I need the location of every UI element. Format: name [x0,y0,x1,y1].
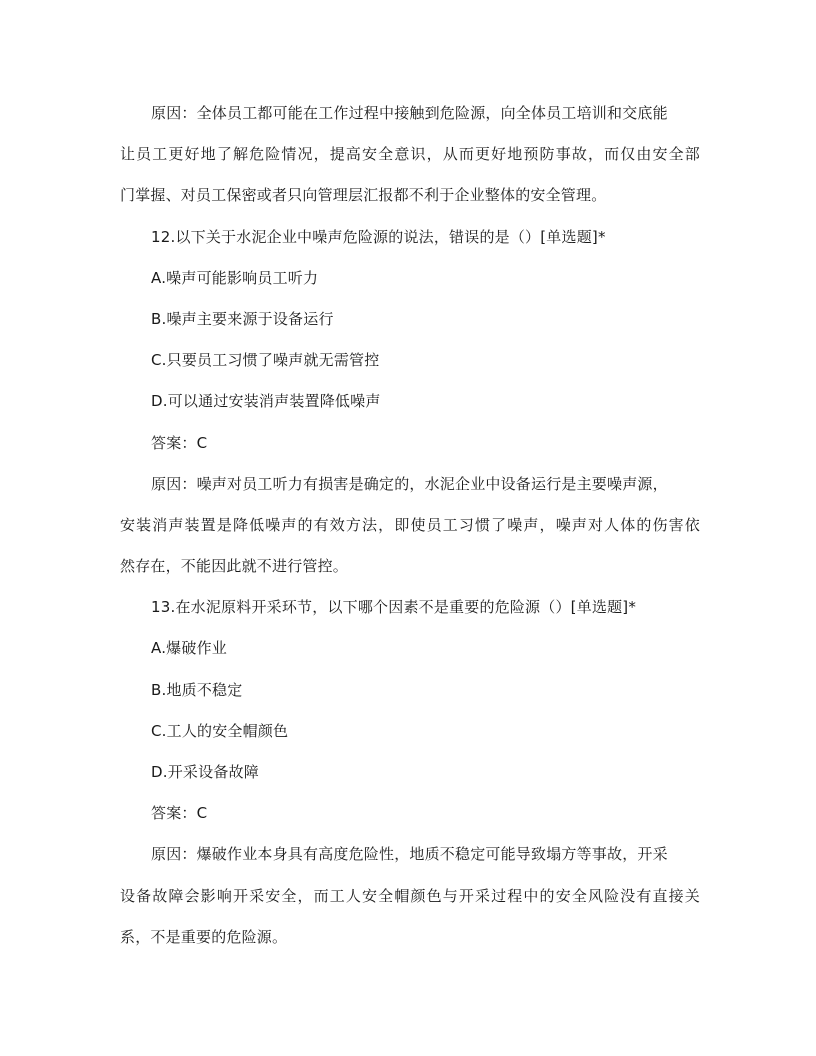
q12-answer: 答案：C [151,433,208,452]
q12-question: 12.以下关于水泥企业中噪声危险源的说法，错误的是（）[单选题]* [151,227,606,246]
q13-option-c: C.工人的安全帽颜色 [151,721,289,740]
q13-option-b: B.地质不稳定 [151,680,243,699]
q12-reason-line-2: 安装消声装置是降低噪声的有效方法，即使员工习惯了噪声，噪声对人体的伤害依 [120,515,700,534]
q11-reason-line-1: 原因：全体员工都可能在工作过程中接触到危险源，向全体员工培训和交底能 [151,104,668,122]
q13-option-a: A.爆破作业 [151,639,227,658]
q13-question: 13.在水泥原料开采环节，以下哪个因素不是重要的危险源（）[单选题]* [151,598,637,617]
q11-reason-line-2: 让员工更好地了解危险情况，提高安全意识，从而更好地预防事故，而仅由安全部 [120,145,700,164]
q12-option-a: A.噪声可能影响员工听力 [151,268,319,287]
q12-option-d: D.可以通过安装消声装置降低噪声 [151,392,381,411]
document-body [120,93,700,958]
q13-reason-line-2: 设备故障会影响开采安全，而工人安全帽颜色与开采过程中的安全风险没有直接关 [120,886,700,905]
q12-reason-line-1: 原因：噪声对员工听力有损害是确定的，水泥企业中设备运行是主要噪声源， [151,474,668,493]
q13-reason-line-1: 原因：爆破作业本身具有高度危险性，地质不稳定可能导致塌方等事故，开采 [151,845,668,864]
q12-reason-line-3: 然存在，不能因此就不进行管控。 [120,557,349,576]
q11-reason-line-3: 门掌握、对员工保密或者只向管理层汇报都不利于企业整体的安全管理。 [120,186,607,205]
q13-option-d: D.开采设备故障 [151,763,259,781]
q13-reason-line-3: 系，不是重要的危险源。 [120,927,288,946]
q12-option-b: B.噪声主要来源于设备运行 [151,309,334,328]
q12-option-c: C.只要员工习惯了噪声就无需管控 [151,351,380,370]
q13-answer: 答案：C [151,804,208,823]
